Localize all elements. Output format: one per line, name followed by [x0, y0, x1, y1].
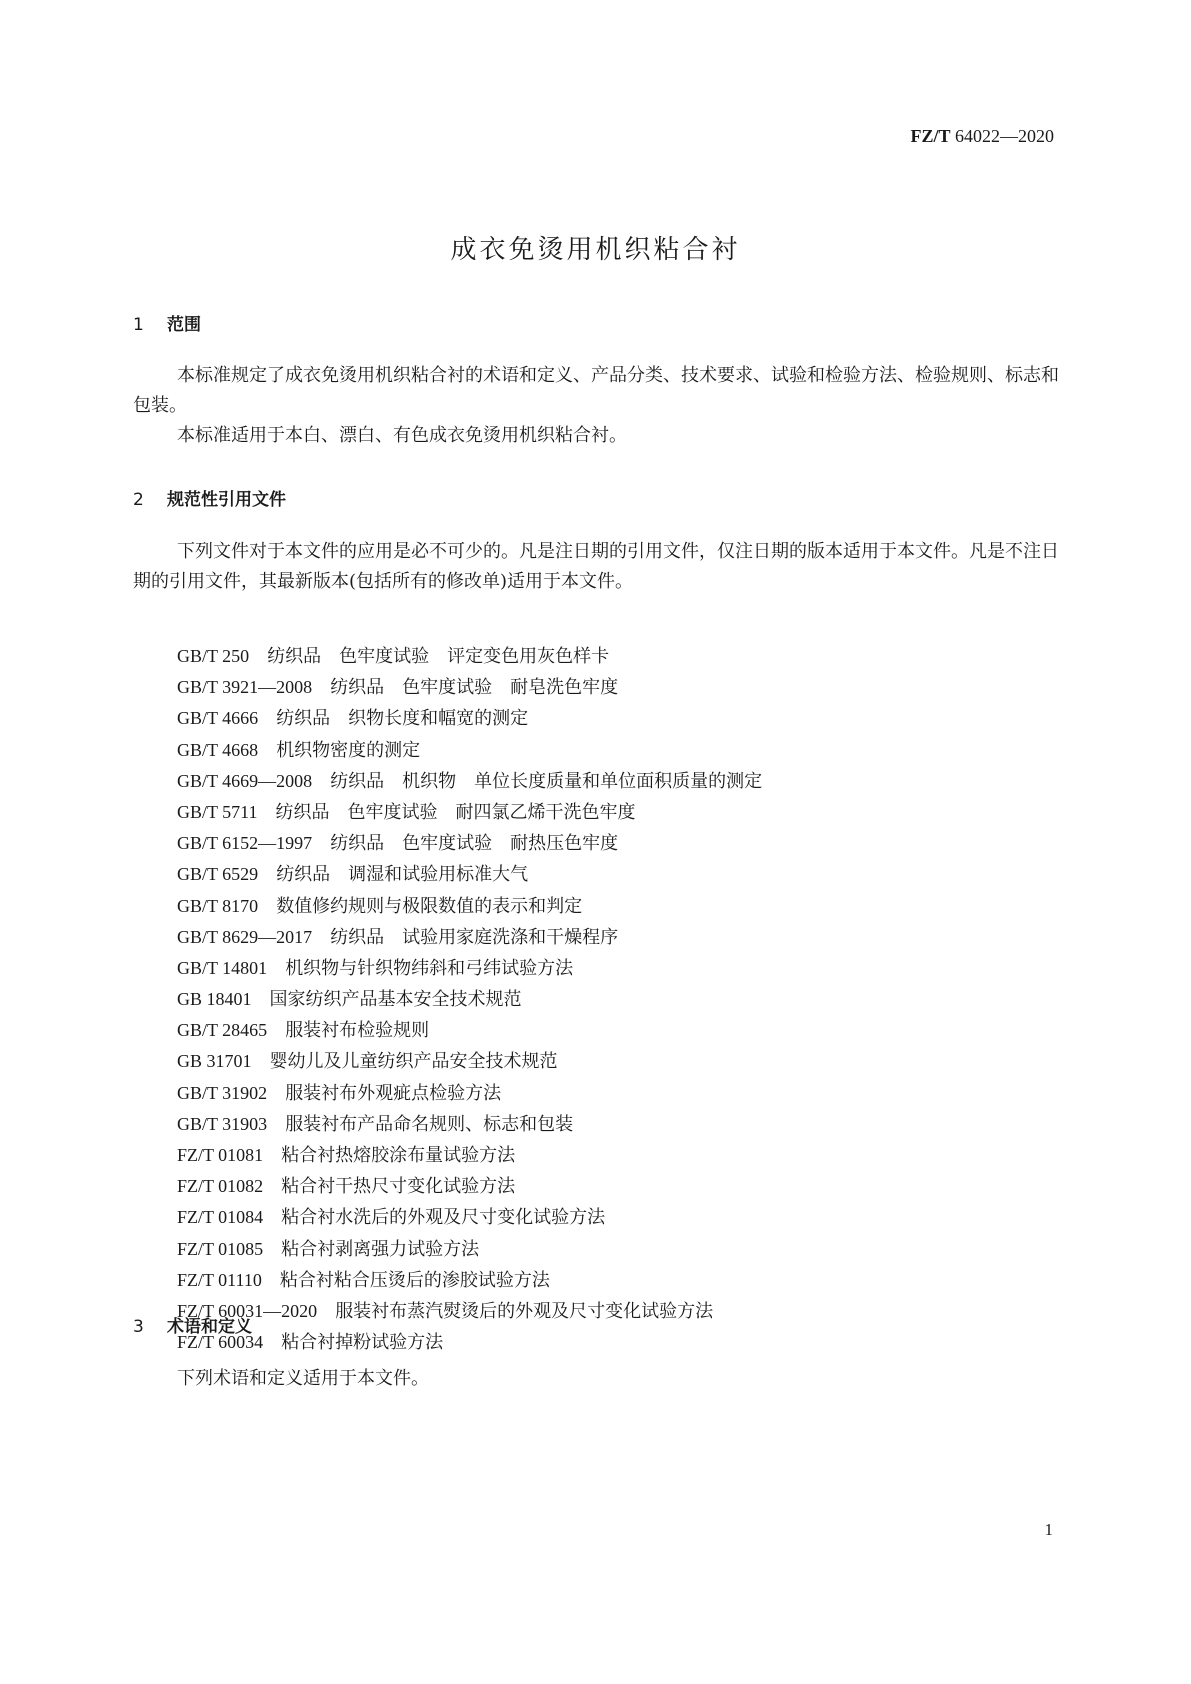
reference-title: 纺织品 色牢度试验 耐热压色牢度	[330, 833, 619, 855]
section-2-paragraph-1: 下列文件对于本文件的应用是必不可少的。凡是注日期的引用文件，仅注日期的版本适用于本文件。凡是不注日期的引用文件，其最新版本(包括所有的修改单)适用于本文件。	[133, 541, 1059, 592]
section-title: 术语和定义	[167, 1317, 252, 1337]
reference-item	[177, 797, 762, 828]
reference-code: FZ/T 60034	[177, 1332, 264, 1353]
reference-code: GB/T 31902	[177, 1082, 268, 1103]
section-title: 规范性引用文件	[167, 490, 286, 510]
page-number: 1	[1044, 1520, 1053, 1539]
reference-code: GB 31701	[177, 1051, 252, 1072]
reference-title: 数值修约规则与极限数值的表示和判定	[276, 895, 583, 917]
reference-code: FZ/T 01110	[177, 1269, 262, 1290]
reference-item	[177, 703, 762, 734]
reference-item	[177, 641, 762, 672]
reference-title: 服装衬布外观疵点检验方法	[285, 1082, 502, 1104]
reference-title: 机织物密度的测定	[276, 739, 421, 761]
section-number: 1	[133, 315, 144, 335]
reference-item	[177, 859, 762, 890]
reference-code: GB/T 6529	[177, 864, 259, 885]
reference-item	[177, 1015, 762, 1046]
reference-title: 纺织品 色牢度试验 耐皂洗色牢度	[330, 677, 619, 699]
reference-title: 婴幼儿及儿童纺织产品安全技术规范	[269, 1051, 558, 1073]
reference-title: 粘合衬剥离强力试验方法	[281, 1238, 480, 1260]
section-1-paragraph-1: 本标准规定了成衣免烫用机织粘合衬的术语和定义、产品分类、技术要求、试验和检验方法、检验规则、标志和包装。	[133, 365, 1059, 416]
reference-code: GB/T 8629—2017	[177, 926, 313, 947]
reference-title: 纺织品 色牢度试验 耐四氯乙烯干洗色牢度	[275, 801, 636, 823]
reference-title: 机织物与针织物纬斜和弓纬试验方法	[285, 957, 574, 979]
reference-item	[177, 1046, 762, 1077]
reference-title: 粘合衬干热尺寸变化试验方法	[281, 1176, 516, 1198]
reference-item	[177, 953, 762, 984]
reference-item	[177, 766, 762, 797]
reference-code: GB/T 4666	[177, 708, 259, 729]
reference-item	[177, 1140, 762, 1171]
reference-code: GB/T 8170	[177, 895, 259, 916]
section-1-paragraph-2: 本标准适用于本白、漂白、有色成衣免烫用机织粘合衬。	[177, 425, 627, 446]
reference-code: GB/T 6152—1997	[177, 833, 313, 854]
reference-title: 纺织品 织物长度和幅宽的测定	[276, 708, 529, 730]
section-1-heading	[133, 310, 201, 335]
reference-code: FZ/T 01084	[177, 1207, 264, 1228]
reference-code: FZ/T 01081	[177, 1145, 264, 1165]
normative-references-list	[177, 641, 762, 1358]
reference-item	[177, 1265, 762, 1296]
section-number: 3	[133, 1317, 144, 1337]
reference-code: FZ/T 01082	[177, 1176, 264, 1197]
reference-code: FZ/T 01085	[177, 1238, 264, 1259]
reference-code: GB/T 14801	[177, 957, 268, 978]
reference-item	[177, 922, 762, 953]
reference-item	[177, 1078, 762, 1109]
reference-item	[177, 1327, 762, 1358]
reference-code: GB/T 3921—2008	[177, 677, 313, 698]
reference-code: GB/T 28465	[177, 1020, 268, 1041]
section-number: 2	[133, 490, 144, 510]
reference-title: 服装衬布蒸汽熨烫后的外观及尺寸变化试验方法	[335, 1300, 714, 1322]
reference-item	[177, 1109, 762, 1140]
reference-title: 纺织品 调湿和试验用标准大气	[276, 864, 529, 886]
reference-item	[177, 735, 762, 766]
standard-code	[910, 126, 1054, 147]
reference-title: 服装衬布产品命名规则、标志和包装	[285, 1113, 574, 1135]
reference-title: 服装衬布检验规则	[285, 1020, 430, 1042]
reference-item	[177, 984, 762, 1015]
reference-title: 粘合衬掉粉试验方法	[281, 1332, 444, 1354]
reference-code: FZ/T 60031—2020	[177, 1300, 318, 1321]
reference-title: 粘合衬粘合压烫后的渗胶试验方法	[279, 1269, 550, 1291]
reference-item	[177, 1296, 762, 1327]
standard-code-prefix: FZ/T	[910, 126, 951, 146]
reference-title: 纺织品 机织物 单位长度质量和单位面积质量的测定	[330, 770, 763, 792]
reference-code: GB/T 250	[177, 646, 250, 666]
reference-item	[177, 1234, 762, 1265]
reference-item	[177, 891, 762, 922]
section-2-heading	[133, 485, 286, 510]
document-title: 成衣免烫用机织粘合衬	[450, 235, 741, 265]
reference-code: GB/T 5711	[177, 801, 258, 822]
reference-item	[177, 828, 762, 859]
section-3-paragraph-1: 下列术语和定义适用于本文件。	[177, 1368, 429, 1389]
reference-title: 纺织品 试验用家庭洗涤和干燥程序	[330, 926, 619, 948]
reference-item	[177, 1171, 762, 1202]
reference-title: 粘合衬热熔胶涂布量试验方法	[281, 1145, 516, 1166]
standard-code-number: 64022—2020	[955, 126, 1054, 146]
reference-code: GB/T 4669—2008	[177, 770, 313, 791]
reference-title: 粘合衬水洗后的外观及尺寸变化试验方法	[281, 1207, 606, 1229]
reference-code: GB/T 4668	[177, 739, 259, 760]
reference-code: GB 18401	[177, 989, 252, 1010]
reference-item	[177, 672, 762, 703]
reference-title: 国家纺织产品基本安全技术规范	[269, 989, 522, 1011]
reference-item	[177, 1202, 762, 1233]
section-3-heading	[133, 1312, 252, 1337]
reference-code: GB/T 31903	[177, 1113, 268, 1134]
section-title: 范围	[167, 315, 201, 335]
reference-title: 纺织品 色牢度试验 评定变色用灰色样卡	[267, 646, 610, 667]
